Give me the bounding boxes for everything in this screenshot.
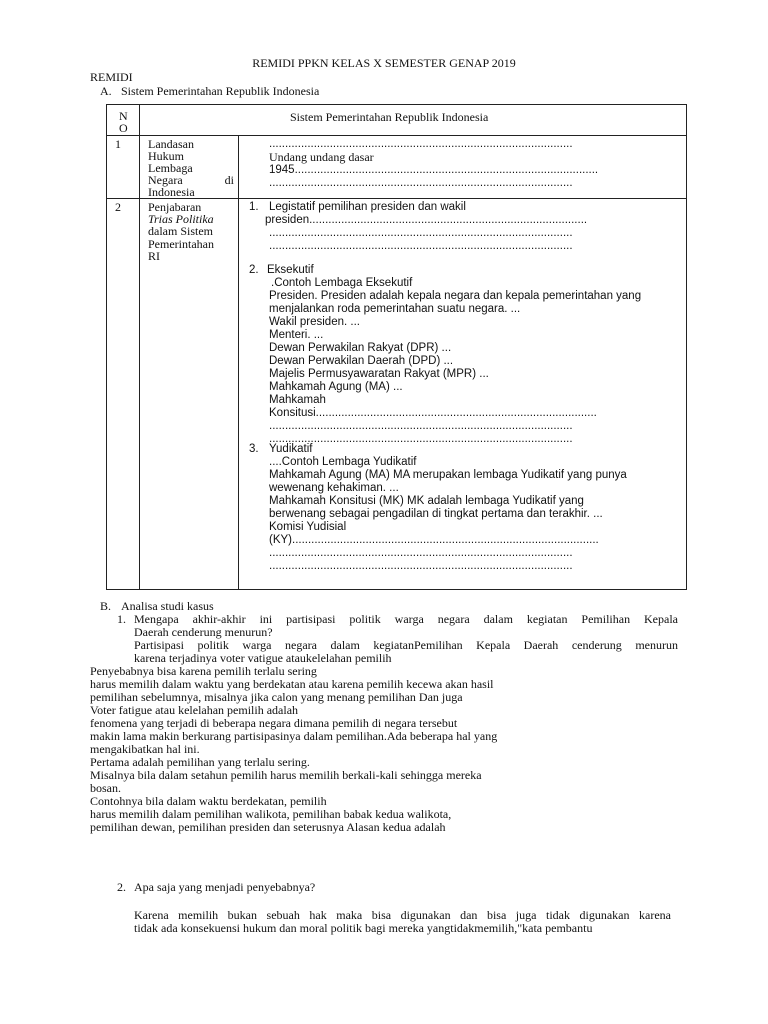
legislatif-line-1: presiden....................................................................................... — [265, 214, 588, 226]
body-line-12: harus memilih dalam pemilihan walikota, pemilihan babak kedua walikota, — [90, 807, 452, 821]
row2-label-5: RI — [148, 249, 160, 263]
eksekutif-line-11: Konsitusi........................................................................................ — [269, 407, 597, 419]
row2-label-2: Trias Politika — [148, 212, 214, 226]
row1-label-1: Landasan — [148, 137, 194, 151]
row1-number: 1 — [115, 137, 121, 151]
yudikatif-line-6: Komisi Yudisial — [269, 521, 347, 533]
row2-number: 2 — [115, 200, 121, 214]
body-line-5: fenomena yang terjadi di beberapa negara dimana pemilih di negara tersebut — [90, 716, 458, 730]
eksekutif-line-2: Presiden. Presiden adalah kepala negara dan kepala pemerintahan yang — [269, 290, 642, 302]
body-line-11: Contohnya bila dalam waktu berdekatan, pemilih — [90, 794, 327, 808]
legislatif-line-3: ............................................................................................... — [269, 240, 573, 252]
answer-1-line-2: karena terjadinya voter vatigue ataukelelahan pemilih — [134, 651, 392, 665]
question-1-line-1: Mengapa akhir-akhir ini partisipasi politik warga negara dalam kegiatan Pemilihan Kepala — [134, 612, 678, 626]
yudikatif-line-7: (KY)................................................................................................ — [269, 534, 599, 546]
eksekutif-line-5: Menteri. ... — [269, 329, 324, 341]
question-1-line-2: Daerah cenderung menurun? — [134, 625, 273, 639]
header-title: Sistem Pemerintahan Republik Indonesia — [290, 110, 489, 124]
row1-label-3: Lembaga — [148, 161, 193, 175]
eksekutif-line-13: ............................................................................................... — [269, 433, 573, 445]
body-line-8: Pertama adalah pemilihan yang terlalu sering. — [90, 755, 310, 769]
row1-dots-1: ............................................................................................... — [269, 138, 573, 150]
eksekutif-line-1: .Contoh Lembaga Eksekutif — [271, 277, 413, 289]
section-b-title: Analisa studi kasus — [121, 599, 214, 613]
yudikatif-title: Yudikatif — [269, 443, 313, 455]
eksekutif-line-7: Dewan Perwakilan Daerah (DPD) ... — [269, 355, 454, 367]
row1-text-3: 1945............................................................................................... — [269, 164, 599, 176]
row1-label-2: Hukum — [148, 149, 184, 163]
question-1-number: 1. — [117, 612, 126, 626]
row1-dots-4: ............................................................................................... — [269, 177, 573, 189]
table-header-row — [107, 105, 687, 136]
eksekutif-line-4: Wakil presiden. ... — [269, 316, 360, 328]
yudikatif-line-4: Mahkamah Konsitusi (MK) MK adalah lembaga Yudikatif yang — [269, 495, 584, 507]
row1-text-2: Undang undang dasar — [269, 150, 374, 164]
answer-1-line-1: Partisipasi politik warga negara dalam kegiatanPemilihan Kepala Daerah cenderung menurun — [134, 638, 678, 652]
eksekutif-line-10: Mahkamah — [269, 394, 326, 406]
row1-label-4: Negara di — [148, 173, 234, 187]
yudikatif-line-8: ............................................................................................... — [269, 547, 573, 559]
body-line-9: Misalnya bila dalam setahun pemilih harus memilih berkali-kali sehingga mereka — [90, 768, 482, 782]
body-line-1: Penyebabnya bisa karena pemilih terlalu sering — [90, 664, 317, 678]
body-line-6: makin lama makin berkurang partisipasinya dalam pemilihan.Ada beberapa hal yang — [90, 729, 498, 743]
table-row-1 — [107, 136, 687, 199]
question-2-text: Apa saja yang menjadi penyebabnya? — [134, 880, 316, 894]
row2-label-3: dalam Sistem — [148, 224, 213, 238]
eksekutif-line-3: menjalankan roda pemerintahan suatu negara. ... — [269, 303, 521, 315]
eksekutif-line-6: Dewan Perwakilan Rakyat (DPR) ... — [269, 342, 452, 354]
row1-label-5: Indonesia — [148, 185, 195, 199]
yudikatif-line-9: ............................................................................................... — [269, 560, 573, 572]
header-no-2: O — [119, 121, 128, 135]
legislatif-line-2: ............................................................................................... — [269, 227, 573, 239]
section-a-title: Sistem Pemerintahan Republik Indonesia — [121, 84, 320, 98]
body-line-10: bosan. — [90, 781, 121, 795]
table-row-2 — [107, 199, 687, 590]
question-2-number: 2. — [117, 880, 126, 894]
row2-label-4: Pemerintahan — [148, 237, 214, 251]
yudikatif-line-5: berwenang sebagai pengadilan di tingkat pertama dan terakhir. ... — [269, 508, 603, 520]
legislatif-title: Legistatif pemilihan presiden dan wakil — [269, 201, 466, 213]
eksekutif-line-8: Majelis Permusyawaratan Rakyat (MPR) ... — [269, 368, 489, 380]
answer-2-line-1: Karena memilih bukan sebuah hak maka bisa digunakan dan bisa juga tidak digunakan karena — [134, 908, 671, 922]
remidi-heading: REMIDI — [90, 70, 133, 84]
section-b-letter: B. — [100, 599, 112, 613]
yudikatif-line-2: Mahkamah Agung (MA) MA merupakan lembaga Yudikatif yang punya — [269, 469, 627, 481]
eksekutif-line-12: ............................................................................................... — [269, 420, 573, 432]
body-line-4: Voter fatigue atau kelelahan pemilih adalah — [90, 703, 299, 717]
body-line-3: pemilihan sebelumnya, misalnya jika calon yang menang pemilihan Dan juga — [90, 690, 463, 704]
yudikatif-number: 3. — [249, 443, 259, 455]
eksekutif-title: Eksekutif — [267, 264, 314, 276]
header-no: N — [119, 109, 128, 123]
eksekutif-line-9: Mahkamah Agung (MA) ... — [269, 381, 403, 393]
section-a-letter: A. — [100, 84, 112, 98]
legislatif-number: 1. — [249, 201, 259, 213]
yudikatif-line-1: ....Contoh Lembaga Yudikatif — [269, 456, 417, 468]
document-title: REMIDI PPKN KELAS X SEMESTER GENAP 2019 — [252, 56, 516, 70]
body-line-7: mengakibatkan hal ini. — [90, 742, 200, 756]
government-system-table — [106, 104, 687, 590]
row2-label-1: Penjabaran — [148, 200, 202, 214]
answer-2-line-2: tidak ada konsekuensi hukum dan moral politik bagi mereka yangtidakmemilih,"kata pembantu — [134, 921, 593, 935]
body-line-13: pemilihan dewan, pemilihan presiden dan seterusnya Alasan kedua adalah — [90, 820, 446, 834]
eksekutif-number: 2. — [249, 264, 259, 276]
yudikatif-line-3: wewenang kehakiman. ... — [269, 482, 399, 494]
body-line-2: harus memilih dalam waktu yang berdekatan atau karena pemilih kecewa akan hasil — [90, 677, 494, 691]
